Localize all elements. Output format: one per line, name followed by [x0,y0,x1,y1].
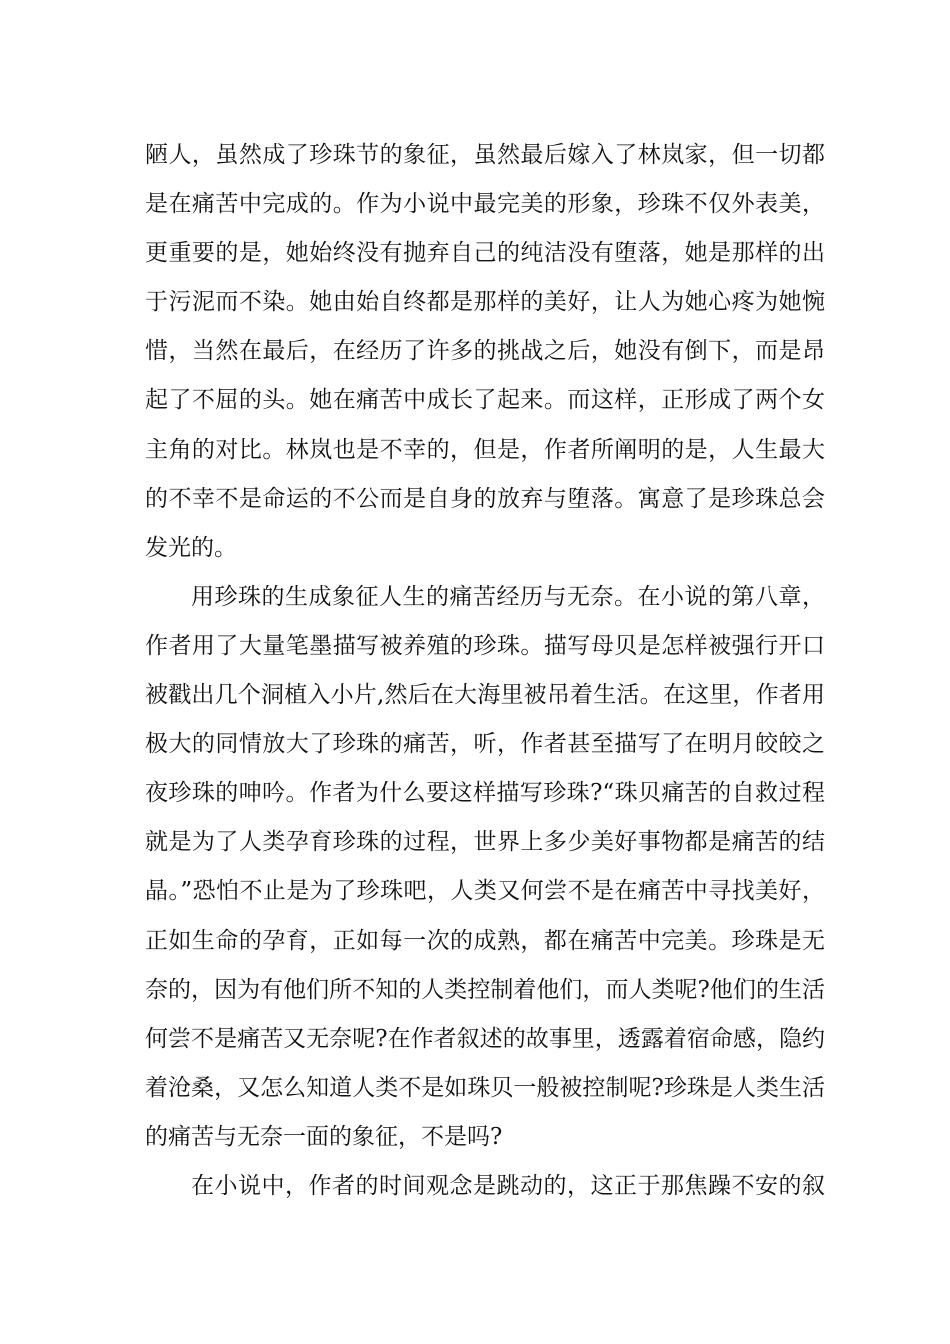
paragraph-2 [145,573,825,1162]
text-line: 起了不屈的头。她在痛苦中成长了起来。而这样，正形成了两个女 [145,387,825,414]
text-line: 的不幸不是命运的不公而是自身的放弃与堕落。寓意了是珍珠总会 [145,485,825,512]
text-line: 奈的，因为有他们所不知的人类控制着他们，而人类呢?他们的生活 [145,976,825,1003]
text-line: 在小说中，作者的时间观念是跳动的，这正于那焦躁不安的叙 [191,1172,825,1199]
text-line: 更重要的是，她始终没有抛弃自己的纯洁没有堕落，她是那样的出 [145,240,825,267]
text-line: 何尝不是痛苦又无奈呢?在作者叙述的故事里，透露着宿命感，隐约 [145,1025,825,1052]
text-line: 被戳出几个洞植入小片,然后在大海里被吊着生活。在这里，作者用 [145,682,825,709]
text-line: 正如生命的孕育，正如每一次的成熟，都在痛苦中完美。珍珠是无 [145,927,825,954]
document-body [145,131,825,1211]
text-line: 于污泥而不染。她由始自终都是那样的美好，让人为她心疼为她惋 [145,289,825,316]
text-line: 的痛苦与无奈一面的象征，不是吗? [145,1123,503,1150]
text-line: 是在痛苦中完成的。作为小说中最完美的形象，珍珠不仅外表美， [145,191,825,218]
paragraph-1 [145,131,825,573]
text-line: 极大的同情放大了珍珠的痛苦，听，作者甚至描写了在明月皎皎之 [145,731,825,758]
text-line: 晶。”恐怕不止是为了珍珠吧，人类又何尝不是在痛苦中寻找美好， [145,878,825,905]
text-line: 主角的对比。林岚也是不幸的，但是，作者所阐明的是，人生最大 [145,436,825,463]
text-line: 夜珍珠的呻吟。作者为什么要这样描写珍珠?“珠贝痛苦的自救过程 [145,780,825,807]
paragraph-3 [145,1162,825,1211]
text-line: 陋人，虽然成了珍珠节的象征，虽然最后嫁入了林岚家，但一切都 [145,142,825,168]
text-line: 着沧桑，又怎么知道人类不是如珠贝一般被控制呢?珍珠是人类生活 [145,1074,825,1101]
text-line: 惜，当然在最后，在经历了许多的挑战之后，她没有倒下，而是昂 [145,338,825,365]
text-line: 就是为了人类孕育珍珠的过程，世界上多少美好事物都是痛苦的结 [145,829,825,856]
text-line: 作者用了大量笔墨描写被养殖的珍珠。描写母贝是怎样被强行开口 [145,632,825,659]
text-line: 发光的。 [145,534,237,561]
text-line: 用珍珠的生成象征人生的痛苦经历与无奈。在小说的第八章， [191,583,825,610]
